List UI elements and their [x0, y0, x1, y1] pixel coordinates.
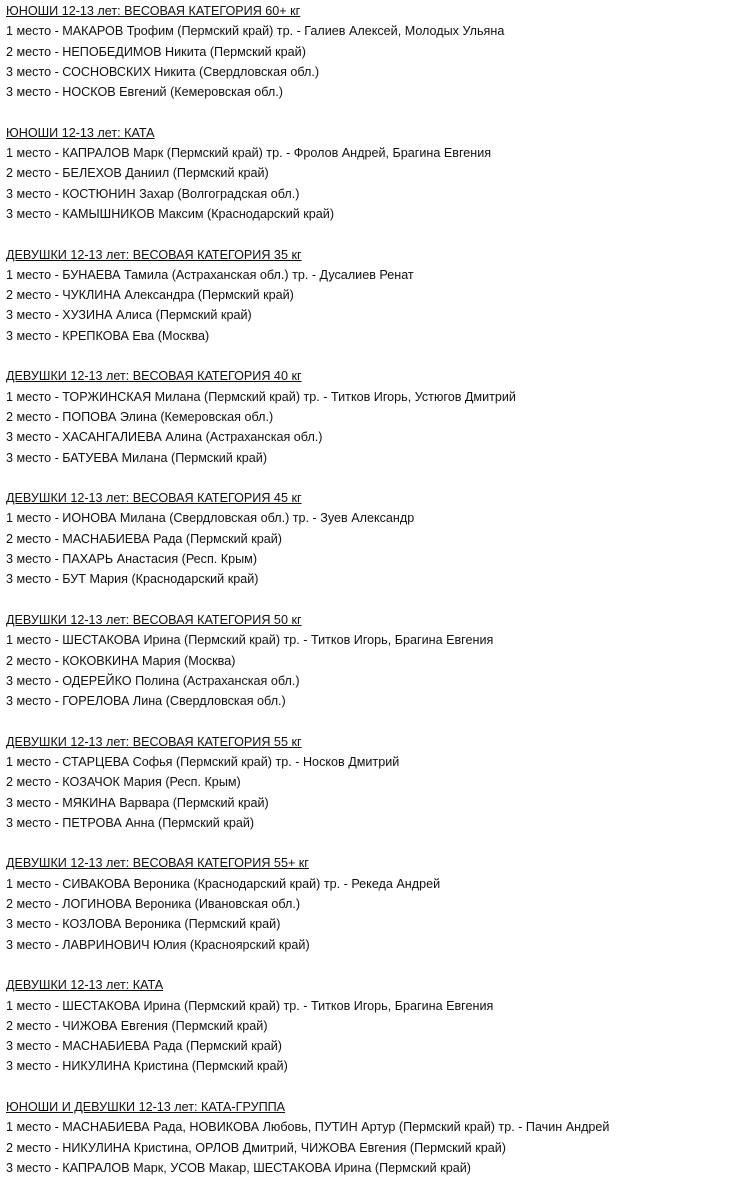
placement-line: 3 место - ОДЕРЕЙКО Полина (Астраханская обл.)	[6, 673, 300, 688]
placement-line: 3 место - КРЕПКОВА Ева (Москва)	[6, 328, 210, 343]
placement-line: 2 место - НИКУЛИНА Кристина, ОРЛОВ Дмитрий, ЧИЖОВА Евгения (Пермский край)	[6, 1140, 506, 1155]
results-section	[6, 366, 750, 467]
placement-line: 2 место - ЧУКЛИНА Александра (Пермский край)	[6, 288, 294, 303]
placement-line: 1 место - СИВАКОВА Вероника (Краснодарский край) тр. - Рекеда Андрей	[6, 876, 441, 891]
placement-line: 3 место - ЛАВРИНОВИЧ Юлия (Красноярский край)	[6, 937, 310, 952]
placement-line: 2 место - БЕЛЕХОВ Даниил (Пермский край)	[6, 166, 269, 181]
placement-line: 3 место - НОСКОВ Евгений (Кемеровская обл.)	[6, 85, 283, 100]
placement-line: 2 место - КОЗАЧОК Мария (Респ. Крым)	[6, 775, 241, 790]
placement-line: 3 место - ПАХАРЬ Анастасия (Респ. Крым)	[6, 552, 258, 567]
placement-line: 1 место - БУНАЕВА Тамила (Астраханская обл.) тр. - Дусалиев Ренат	[6, 267, 414, 282]
results-section	[6, 1097, 750, 1178]
category-heading: ДЕВУШКИ 12-13 лет: ВЕСОВАЯ КАТЕГОРИЯ 45 кг	[6, 491, 302, 506]
placement-line: 3 место - ХАСАНГАЛИЕВА Алина (Астраханская обл.)	[6, 430, 323, 445]
placement-line: 3 место - ГОРЕЛОВА Лина (Свердловская обл.)	[6, 694, 286, 709]
placement-line: 3 место - КАПРАЛОВ Марк, УСОВ Макар, ШЕСТАКОВА Ирина (Пермский край)	[6, 1160, 471, 1175]
placement-line: 3 место - МЯКИНА Варвара (Пермский край)	[6, 795, 269, 810]
placement-line: 3 место - КОСТЮНИН Захар (Волгоградская обл.)	[6, 186, 300, 201]
placement-line: 1 место - СТАРЦЕВА Софья (Пермский край) тр. - Носков Дмитрий	[6, 754, 400, 769]
placement-line: 1 место - ИОНОВА Милана (Свердловская обл.) тр. - Зуев Александр	[6, 511, 415, 526]
placement-line: 1 место - КАПРАЛОВ Марк (Пермский край) тр. - Фролов Андрей, Брагина Евгения	[6, 146, 492, 161]
results-section	[6, 610, 750, 711]
placement-line: 3 место - ПЕТРОВА Анна (Пермский край)	[6, 815, 255, 830]
placement-line: 3 место - ХУЗИНА Алиса (Пермский край)	[6, 308, 252, 323]
category-heading: ДЕВУШКИ 12-13 лет: ВЕСОВАЯ КАТЕГОРИЯ 50 кг	[6, 612, 302, 627]
category-heading: ДЕВУШКИ 12-13 лет: ВЕСОВАЯ КАТЕГОРИЯ 55 кг	[6, 734, 302, 749]
placement-line: 1 место - ШЕСТАКОВА Ирина (Пермский край) тр. - Титков Игорь, Брагина Евгения	[6, 998, 494, 1013]
results-section	[6, 123, 750, 224]
placement-line: 3 место - БУТ Мария (Краснодарский край)	[6, 572, 259, 587]
placement-line: 2 место - НЕПОБЕДИМОВ Никита (Пермский край)	[6, 44, 306, 59]
placement-line: 3 место - МАСНАБИЕВА Рада (Пермский край)	[6, 1039, 282, 1054]
placement-line: 2 место - ЧИЖОВА Евгения (Пермский край)	[6, 1018, 268, 1033]
results-section	[6, 975, 750, 1076]
placement-line: 1 место - ТОРЖИНСКАЯ Милана (Пермский край) тр. - Титков Игорь, Устюгов Дмитрий	[6, 389, 516, 404]
category-heading: ДЕВУШКИ 12-13 лет: КАТА	[6, 978, 164, 993]
placement-line: 3 место - СОСНОВСКИХ Никита (Свердловская обл.)	[6, 64, 320, 79]
category-heading: ЮНОШИ 12-13 лет: КАТА	[6, 125, 155, 140]
results-section	[6, 245, 750, 346]
category-heading: ЮНОШИ 12-13 лет: ВЕСОВАЯ КАТЕГОРИЯ 60+ кг	[6, 4, 301, 18]
placement-line: 3 место - КОЗЛОВА Вероника (Пермский край)	[6, 917, 281, 932]
category-heading: ДЕВУШКИ 12-13 лет: ВЕСОВАЯ КАТЕГОРИЯ 55+ кг	[6, 856, 309, 871]
placement-line: 1 место - МАКАРОВ Трофим (Пермский край) тр. - Галиев Алексей, Молодых Ульяна	[6, 24, 505, 39]
placement-line: 3 место - НИКУЛИНА Кристина (Пермский край)	[6, 1059, 288, 1074]
results-section	[6, 1, 750, 102]
placement-line: 2 место - КОКОВКИНА Мария (Москва)	[6, 653, 236, 668]
placement-line: 2 место - ПОПОВА Элина (Кемеровская обл.)	[6, 409, 274, 424]
category-heading: ДЕВУШКИ 12-13 лет: ВЕСОВАЯ КАТЕГОРИЯ 35 кг	[6, 247, 302, 262]
results-section	[6, 853, 750, 954]
placement-line: 2 место - МАСНАБИЕВА Рада (Пермский край)	[6, 531, 282, 546]
placement-line: 1 место - МАСНАБИЕВА Рада, НОВИКОВА Любовь, ПУТИН Артур (Пермский край) тр. - Пачин Андрей	[6, 1120, 610, 1135]
category-heading: ДЕВУШКИ 12-13 лет: ВЕСОВАЯ КАТЕГОРИЯ 40 кг	[6, 369, 302, 384]
placement-line: 1 место - ШЕСТАКОВА Ирина (Пермский край) тр. - Титков Игорь, Брагина Евгения	[6, 633, 494, 648]
placement-line: 3 место - КАМЫШНИКОВ Максим (Краснодарский край)	[6, 206, 335, 221]
placement-line: 2 место - ЛОГИНОВА Вероника (Ивановская обл.)	[6, 897, 301, 912]
placement-line: 3 место - БАТУЕВА Милана (Пермский край)	[6, 450, 268, 465]
results-section	[6, 488, 750, 589]
results-section	[6, 732, 750, 833]
category-heading: ЮНОШИ И ДЕВУШКИ 12-13 лет: КАТА-ГРУППА	[6, 1100, 286, 1115]
